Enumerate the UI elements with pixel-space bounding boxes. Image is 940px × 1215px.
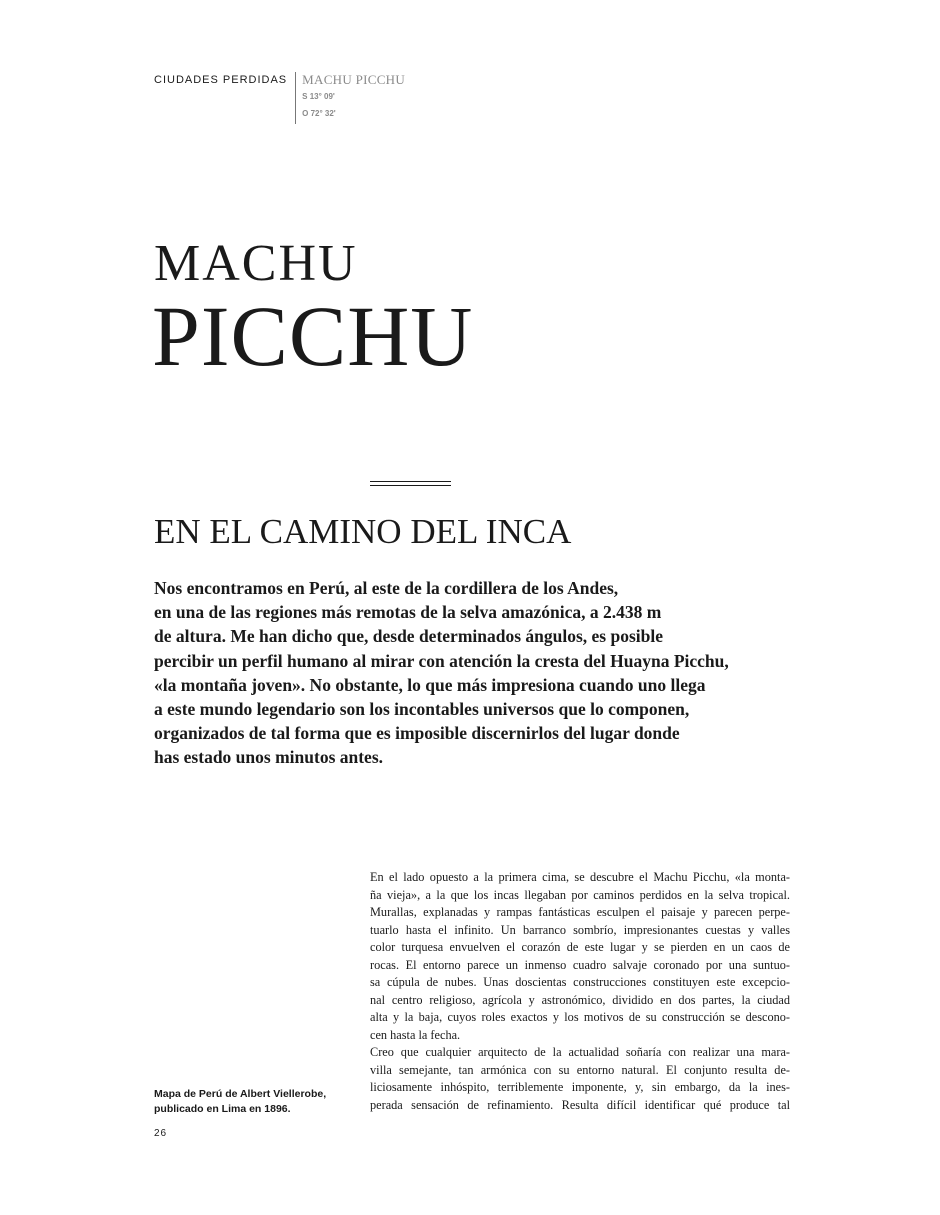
- lead-line: «la montaña joven». No obstante, lo que más impresiona cuando uno llega: [154, 674, 706, 695]
- location-name: MACHU PICCHU: [302, 72, 406, 87]
- chapter-subtitle: EN EL CAMINO DEL INCA: [154, 512, 572, 551]
- lead-line: percibir un perfil humano al mirar con atención la cresta del Huayna Picchu,: [154, 650, 729, 671]
- running-header: [154, 72, 405, 124]
- body-line: tuarlo hasta el infinito. Un barranco sombrío, impresionantes cuestas y valles: [370, 922, 790, 937]
- caption-line: publicado en Lima en 1896.: [154, 1103, 291, 1115]
- lead-paragraph: [154, 576, 794, 770]
- body-text-column: [370, 869, 790, 1114]
- location-block: [295, 72, 405, 124]
- coordinate-longitude: O 72° 32': [302, 109, 336, 118]
- body-line: perada sensación de refinamiento. Resulta difícil identificar qué produce tal: [370, 1097, 790, 1112]
- section-label: CIUDADES PERDIDAS: [154, 74, 288, 86]
- coordinate-latitude: S 13° 09': [302, 92, 335, 101]
- caption-line: Mapa de Perú de Albert Viellerobe,: [154, 1088, 327, 1100]
- page-number: 26: [154, 1128, 168, 1139]
- body-line: rocas. El entorno parece un inmenso cuadro salvaje coronado por una suntuo-: [370, 957, 790, 972]
- lead-line: de altura. Me han dicho que, desde determinados ángulos, es posible: [154, 626, 664, 647]
- body-line: villa semejante, tan armónica con su entorno natural. El conjunto resulta de-: [370, 1062, 790, 1077]
- body-line: nal centro religioso, agrícola y astronómico, dividido en dos partes, la ciudad: [370, 992, 790, 1007]
- image-caption: [154, 1087, 334, 1117]
- body-line: sa cúpula de nubes. Unas doscientas construcciones constituyen este excepcio-: [370, 975, 790, 989]
- lead-line: Nos encontramos en Perú, al este de la cordillera de los Andes,: [154, 578, 619, 598]
- body-line: alta y la baja, cuyos roles exactos y los motivos de su construcción se descono-: [370, 1010, 790, 1024]
- body-line: ña vieja», a la que los incas llegaban por caminos perdidos en la selva tropical.: [370, 887, 790, 902]
- lead-line: has estado unos minutos antes.: [154, 747, 384, 768]
- body-line: En el lado opuesto a la primera cima, se descubre el Machu Picchu, «la monta-: [370, 870, 790, 884]
- title-line-2: PICCHU: [152, 288, 474, 384]
- body-line: Murallas, explanadas y rampas fantásticas esculpen el paisaje y parecen perpe-: [370, 905, 790, 919]
- body-line: color turquesa envuelven el corazón de este lugar y se pierden en un caos de: [370, 940, 790, 954]
- body-line: Creo que cualquier arquitecto de la actualidad soñaría con realizar una mara-: [370, 1045, 790, 1059]
- body-line: liciosamente inhóspito, terriblemente imponente, y, sin embargo, da la ines-: [370, 1080, 790, 1094]
- lead-line: organizados de tal forma que es imposible discernirlos del lugar donde: [154, 723, 680, 744]
- lead-line: en una de las regiones más remotas de la selva amazónica, a 2.438 m: [154, 602, 662, 623]
- title-line-1: MACHU: [154, 235, 358, 292]
- lead-line: a este mundo legendario son los incontables universos que lo componen,: [154, 699, 690, 720]
- body-line: cen hasta la fecha.: [370, 1027, 461, 1042]
- decorative-divider: [370, 481, 451, 486]
